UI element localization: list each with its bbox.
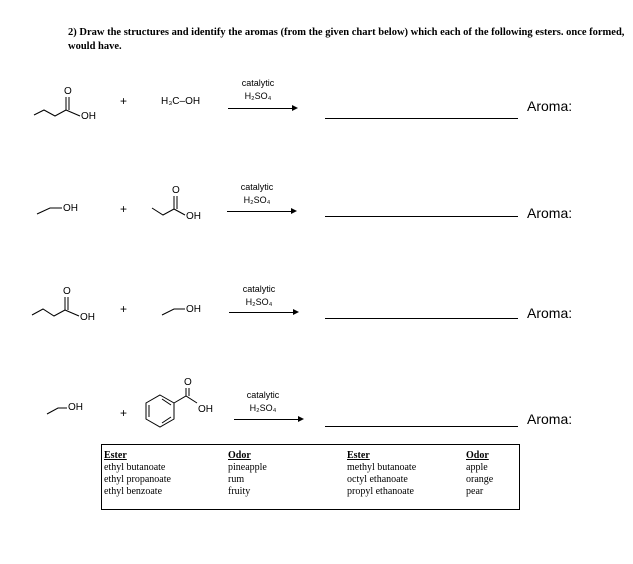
hydroxyl-label: OH [186, 211, 201, 222]
oxygen-label: O [184, 377, 192, 388]
aroma-label: Aroma: [527, 205, 573, 221]
table-cell: propyl ethanoate [347, 486, 414, 497]
table-cell: orange [466, 474, 494, 485]
aroma-label: Aroma: [527, 305, 573, 321]
column-header: Odor [228, 450, 251, 461]
methanol-label: H₃C–OH [161, 96, 201, 107]
oxygen-label: O [64, 86, 72, 97]
catalyst-label: catalytic H₂SO₄ [246, 390, 280, 413]
table-cell: rum [228, 474, 245, 485]
answer-line[interactable] [325, 426, 518, 427]
table-cell: pear [466, 486, 484, 497]
hydroxyl-label: OH [68, 402, 83, 413]
table-cell: ethyl benzoate [104, 486, 163, 497]
question-text: 2) Draw the structures and identify the aromas (from the given chart below) which each of the following esters. once formed, would have. [68, 27, 625, 52]
odor-column [466, 450, 493, 498]
aroma-label: Aroma: [527, 411, 573, 427]
catalyst-label: catalytic H₂SO₄ [242, 284, 276, 307]
aroma-label: Aroma: [527, 98, 573, 114]
table-cell: ethyl butanoate [104, 462, 166, 473]
oxygen-label: O [172, 185, 180, 196]
plus-sign: + [120, 406, 128, 420]
reaction-arrow [234, 419, 302, 420]
table-cell: ethyl propanoate [104, 474, 171, 485]
catalyst-label: catalytic H₂SO₄ [240, 182, 274, 205]
column-header: Ester [347, 450, 370, 461]
ester-odor-table [101, 444, 520, 510]
hydroxyl-label: OH [81, 111, 96, 122]
ester-column [104, 450, 171, 498]
hydroxyl-label: OH [198, 404, 213, 415]
column-header: Ester [104, 450, 127, 461]
plus-sign: + [120, 302, 128, 316]
table-cell: methyl butanoate [347, 462, 417, 473]
hydroxyl-label: OH [186, 304, 201, 315]
table-cell: pineapple [228, 462, 267, 473]
plus-sign: + [120, 94, 128, 108]
odor-column [228, 450, 267, 498]
hydroxyl-label: OH [63, 203, 78, 214]
table-cell: apple [466, 462, 488, 473]
plus-sign: + [120, 202, 128, 216]
column-header: Odor [466, 450, 489, 461]
table-cell: fruity [228, 486, 251, 497]
catalyst-label: catalytic H₂SO₄ [241, 78, 275, 101]
hydroxyl-label: OH [80, 312, 95, 323]
table-cell: octyl ethanoate [347, 474, 408, 485]
ester-column [347, 450, 416, 498]
oxygen-label: O [63, 286, 71, 297]
